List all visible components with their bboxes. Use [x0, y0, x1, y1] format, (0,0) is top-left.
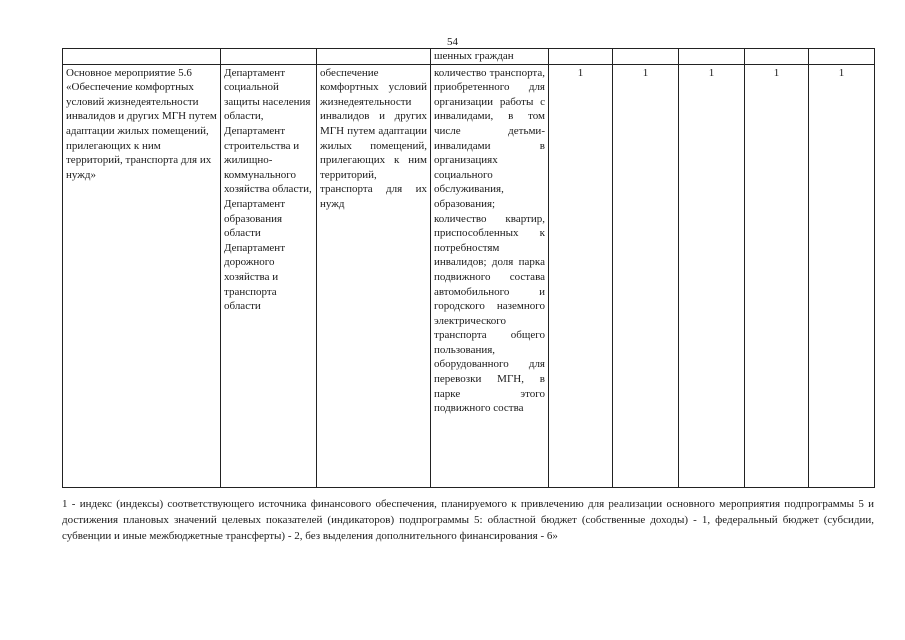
cell-empty	[221, 49, 317, 65]
indicator-continuation-cell: шенных граждан	[431, 49, 549, 65]
footnote: 1 - индекс (индексы) соответствующего источника финансового обеспечения, планируемого к привлечению для реализации основного мероприятия подпрограммы 5 и достижения плановых значений целевых показателей (индикаторов) подпрограммы 5: областной бюджет (собственные доходы) - 1, федеральный бюджет (субсидии, субвенции и иные межбюджетные трансферты) - 2, без выделения дополнительного финансирования - 6»	[62, 498, 874, 542]
value-cell-3: 1	[679, 64, 745, 487]
table-continuation-row	[63, 49, 875, 65]
table-row	[63, 64, 875, 487]
expected-result-cell: обеспечение комфортных условий жизнедеятельности инвалидов и других МГН путем адаптации жилых помещений, прилегающих к ним территорий, транспорта для их нужд	[317, 64, 431, 487]
cell-empty	[679, 49, 745, 65]
cell-empty	[613, 49, 679, 65]
program-table-container	[62, 48, 874, 488]
measure-name-cell: Основное мероприятие 5.6 «Обеспечение комфортных условий жизнедеятельности инвалидов и других МГН путем адаптации жилых помещений, прилегающих к ним территорий, транспорта для их нужд»	[63, 64, 221, 487]
cell-empty	[549, 49, 613, 65]
value-cell-4: 1	[745, 64, 809, 487]
indicators-cell: количество транспорта, приобретенного для организации работы с инвалидами, в том числе детьми-инвалидами в организациях социального обслуживания, образования; количество квартир, приспособленных к потребностям инвалидов; доля парка подвижного состава автомобильного и городского наземного электрического транспорта общего пользования, оборудованного для перевозки МГН, в парке этого подвижного соства	[431, 64, 549, 487]
cell-empty	[809, 49, 875, 65]
cell-empty	[745, 49, 809, 65]
cell-empty	[63, 49, 221, 65]
value-cell-1: 1	[549, 64, 613, 487]
executors-cell: Департамент социальной защиты населения области, Департамент строительства и жилищно-коммунального хозяйства области, Департамент образования области Департамент дорожного хозяйства и транспорта области	[221, 64, 317, 487]
value-cell-5: 1	[809, 64, 875, 487]
page-number: 54	[447, 36, 458, 48]
value-cell-2: 1	[613, 64, 679, 487]
program-measures-table	[62, 48, 875, 488]
cell-empty	[317, 49, 431, 65]
